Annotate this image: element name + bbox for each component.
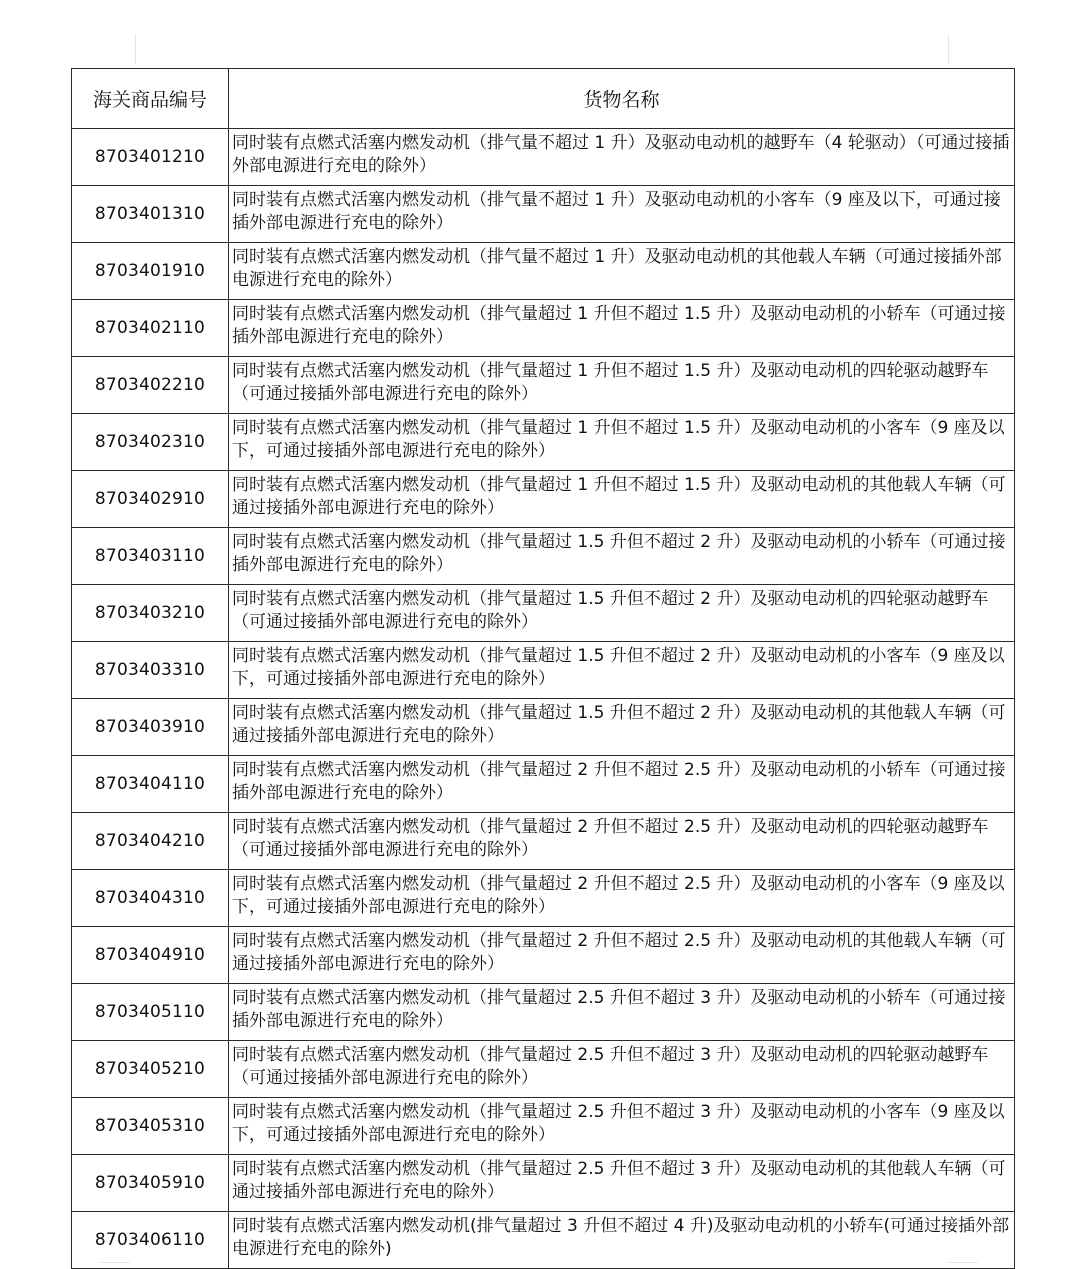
table-row (72, 300, 1015, 357)
header-row (72, 69, 1015, 129)
margin-guide-top-right (948, 34, 949, 64)
table-row (72, 585, 1015, 642)
hs-code-cell: 8703402910 (72, 471, 229, 528)
table-row (72, 186, 1015, 243)
table-row (72, 1041, 1015, 1098)
table-row (72, 243, 1015, 300)
table-row (72, 1212, 1015, 1269)
table-row (72, 870, 1015, 927)
goods-name-cell: 同时装有点燃式活塞内燃发动机（排气量不超过 1 升）及驱动电动机的其他载人车辆（可通过接插外部电源进行充电的除外） (229, 243, 1015, 300)
goods-name-cell: 同时装有点燃式活塞内燃发动机（排气量超过 1.5 升但不超过 2 升）及驱动电动机的小轿车（可通过接插外部电源进行充电的除外） (229, 528, 1015, 585)
table-row (72, 813, 1015, 870)
goods-name-cell: 同时装有点燃式活塞内燃发动机（排气量不超过 1 升）及驱动电动机的小客车（9 座及以下，可通过接插外部电源进行充电的除外） (229, 186, 1015, 243)
hs-code-cell: 8703402110 (72, 300, 229, 357)
table-row (72, 471, 1015, 528)
hs-code-cell: 8703401210 (72, 129, 229, 186)
table-row (72, 984, 1015, 1041)
goods-name-cell: 同时装有点燃式活塞内燃发动机（排气量不超过 1 升）及驱动电动机的越野车（4 轮驱动）（可通过接插外部电源进行充电的除外） (229, 129, 1015, 186)
table-row (72, 1155, 1015, 1212)
hs-code-cell: 8703401910 (72, 243, 229, 300)
goods-name-cell: 同时装有点燃式活塞内燃发动机（排气量超过 1.5 升但不超过 2 升）及驱动电动机的四轮驱动越野车（可通过接插外部电源进行充电的除外） (229, 585, 1015, 642)
hs-code-cell: 8703402310 (72, 414, 229, 471)
hs-code-cell: 8703403210 (72, 585, 229, 642)
goods-name-cell: 同时装有点燃式活塞内燃发动机（排气量超过 1 升但不超过 1.5 升）及驱动电动机的四轮驱动越野车（可通过接插外部电源进行充电的除外） (229, 357, 1015, 414)
table-row (72, 699, 1015, 756)
hs-code-cell: 8703405310 (72, 1098, 229, 1155)
hs-code-cell: 8703403110 (72, 528, 229, 585)
hs-code-cell: 8703405110 (72, 984, 229, 1041)
goods-name-cell: 同时装有点燃式活塞内燃发动机（排气量超过 1.5 升但不超过 2 升）及驱动电动机的其他载人车辆（可通过接插外部电源进行充电的除外） (229, 699, 1015, 756)
table-row (72, 414, 1015, 471)
hs-code-cell: 8703402210 (72, 357, 229, 414)
goods-name-cell: 同时装有点燃式活塞内燃发动机（排气量超过 1 升但不超过 1.5 升）及驱动电动机的其他载人车辆（可通过接插外部电源进行充电的除外） (229, 471, 1015, 528)
hs-code-cell: 8703405910 (72, 1155, 229, 1212)
hs-code-cell: 8703404310 (72, 870, 229, 927)
hs-code-cell: 8703401310 (72, 186, 229, 243)
goods-name-cell: 同时装有点燃式活塞内燃发动机（排气量超过 2.5 升但不超过 3 升）及驱动电动机的其他载人车辆（可通过接插外部电源进行充电的除外） (229, 1155, 1015, 1212)
margin-guide-top-left (135, 34, 136, 64)
table-row (72, 927, 1015, 984)
table-row (72, 129, 1015, 186)
column-header-code: 海关商品编号 (72, 69, 229, 129)
table-row (72, 1098, 1015, 1155)
goods-name-cell: 同时装有点燃式活塞内燃发动机（排气量超过 2 升但不超过 2.5 升）及驱动电动机的小客车（9 座及以下，可通过接插外部电源进行充电的除外） (229, 870, 1015, 927)
goods-name-cell: 同时装有点燃式活塞内燃发动机（排气量超过 1.5 升但不超过 2 升）及驱动电动机的小客车（9 座及以下，可通过接插外部电源进行充电的除外） (229, 642, 1015, 699)
goods-name-cell: 同时装有点燃式活塞内燃发动机（排气量超过 2 升但不超过 2.5 升）及驱动电动机的其他载人车辆（可通过接插外部电源进行充电的除外） (229, 927, 1015, 984)
table-body (72, 129, 1015, 1269)
goods-name-cell: 同时装有点燃式活塞内燃发动机（排气量超过 1 升但不超过 1.5 升）及驱动电动机的小客车（9 座及以下，可通过接插外部电源进行充电的除外） (229, 414, 1015, 471)
hs-code-goods-table (71, 68, 1015, 1269)
hs-code-cell: 8703405210 (72, 1041, 229, 1098)
goods-name-cell: 同时装有点燃式活塞内燃发动机（排气量超过 2.5 升但不超过 3 升）及驱动电动机的小客车（9 座及以下，可通过接插外部电源进行充电的除外） (229, 1098, 1015, 1155)
table-row (72, 756, 1015, 813)
hs-code-cell: 8703404210 (72, 813, 229, 870)
goods-name-cell: 同时装有点燃式活塞内燃发动机（排气量超过 2.5 升但不超过 3 升）及驱动电动机的小轿车（可通过接插外部电源进行充电的除外） (229, 984, 1015, 1041)
goods-name-cell: 同时装有点燃式活塞内燃发动机（排气量超过 1 升但不超过 1.5 升）及驱动电动机的小轿车（可通过接插外部电源进行充电的除外） (229, 300, 1015, 357)
goods-name-cell: 同时装有点燃式活塞内燃发动机（排气量超过 2.5 升但不超过 3 升）及驱动电动机的四轮驱动越野车（可通过接插外部电源进行充电的除外） (229, 1041, 1015, 1098)
goods-name-cell: 同时装有点燃式活塞内燃发动机（排气量超过 2 升但不超过 2.5 升）及驱动电动机的小轿车（可通过接插外部电源进行充电的除外） (229, 756, 1015, 813)
table-header (72, 69, 1015, 129)
hs-code-cell: 8703403310 (72, 642, 229, 699)
hs-code-cell: 8703403910 (72, 699, 229, 756)
goods-name-cell: 同时装有点燃式活塞内燃发动机（排气量超过 2 升但不超过 2.5 升）及驱动电动机的四轮驱动越野车（可通过接插外部电源进行充电的除外） (229, 813, 1015, 870)
hs-code-cell: 8703404110 (72, 756, 229, 813)
table-row (72, 642, 1015, 699)
goods-name-cell: 同时装有点燃式活塞内燃发动机(排气量超过 3 升但不超过 4 升)及驱动电动机的小轿车(可通过接插外部电源进行充电的除外) (229, 1212, 1015, 1269)
table-row (72, 528, 1015, 585)
hs-code-cell: 8703406110 (72, 1212, 229, 1269)
hs-code-cell: 8703404910 (72, 927, 229, 984)
table-row (72, 357, 1015, 414)
column-header-name: 货物名称 (229, 69, 1015, 129)
